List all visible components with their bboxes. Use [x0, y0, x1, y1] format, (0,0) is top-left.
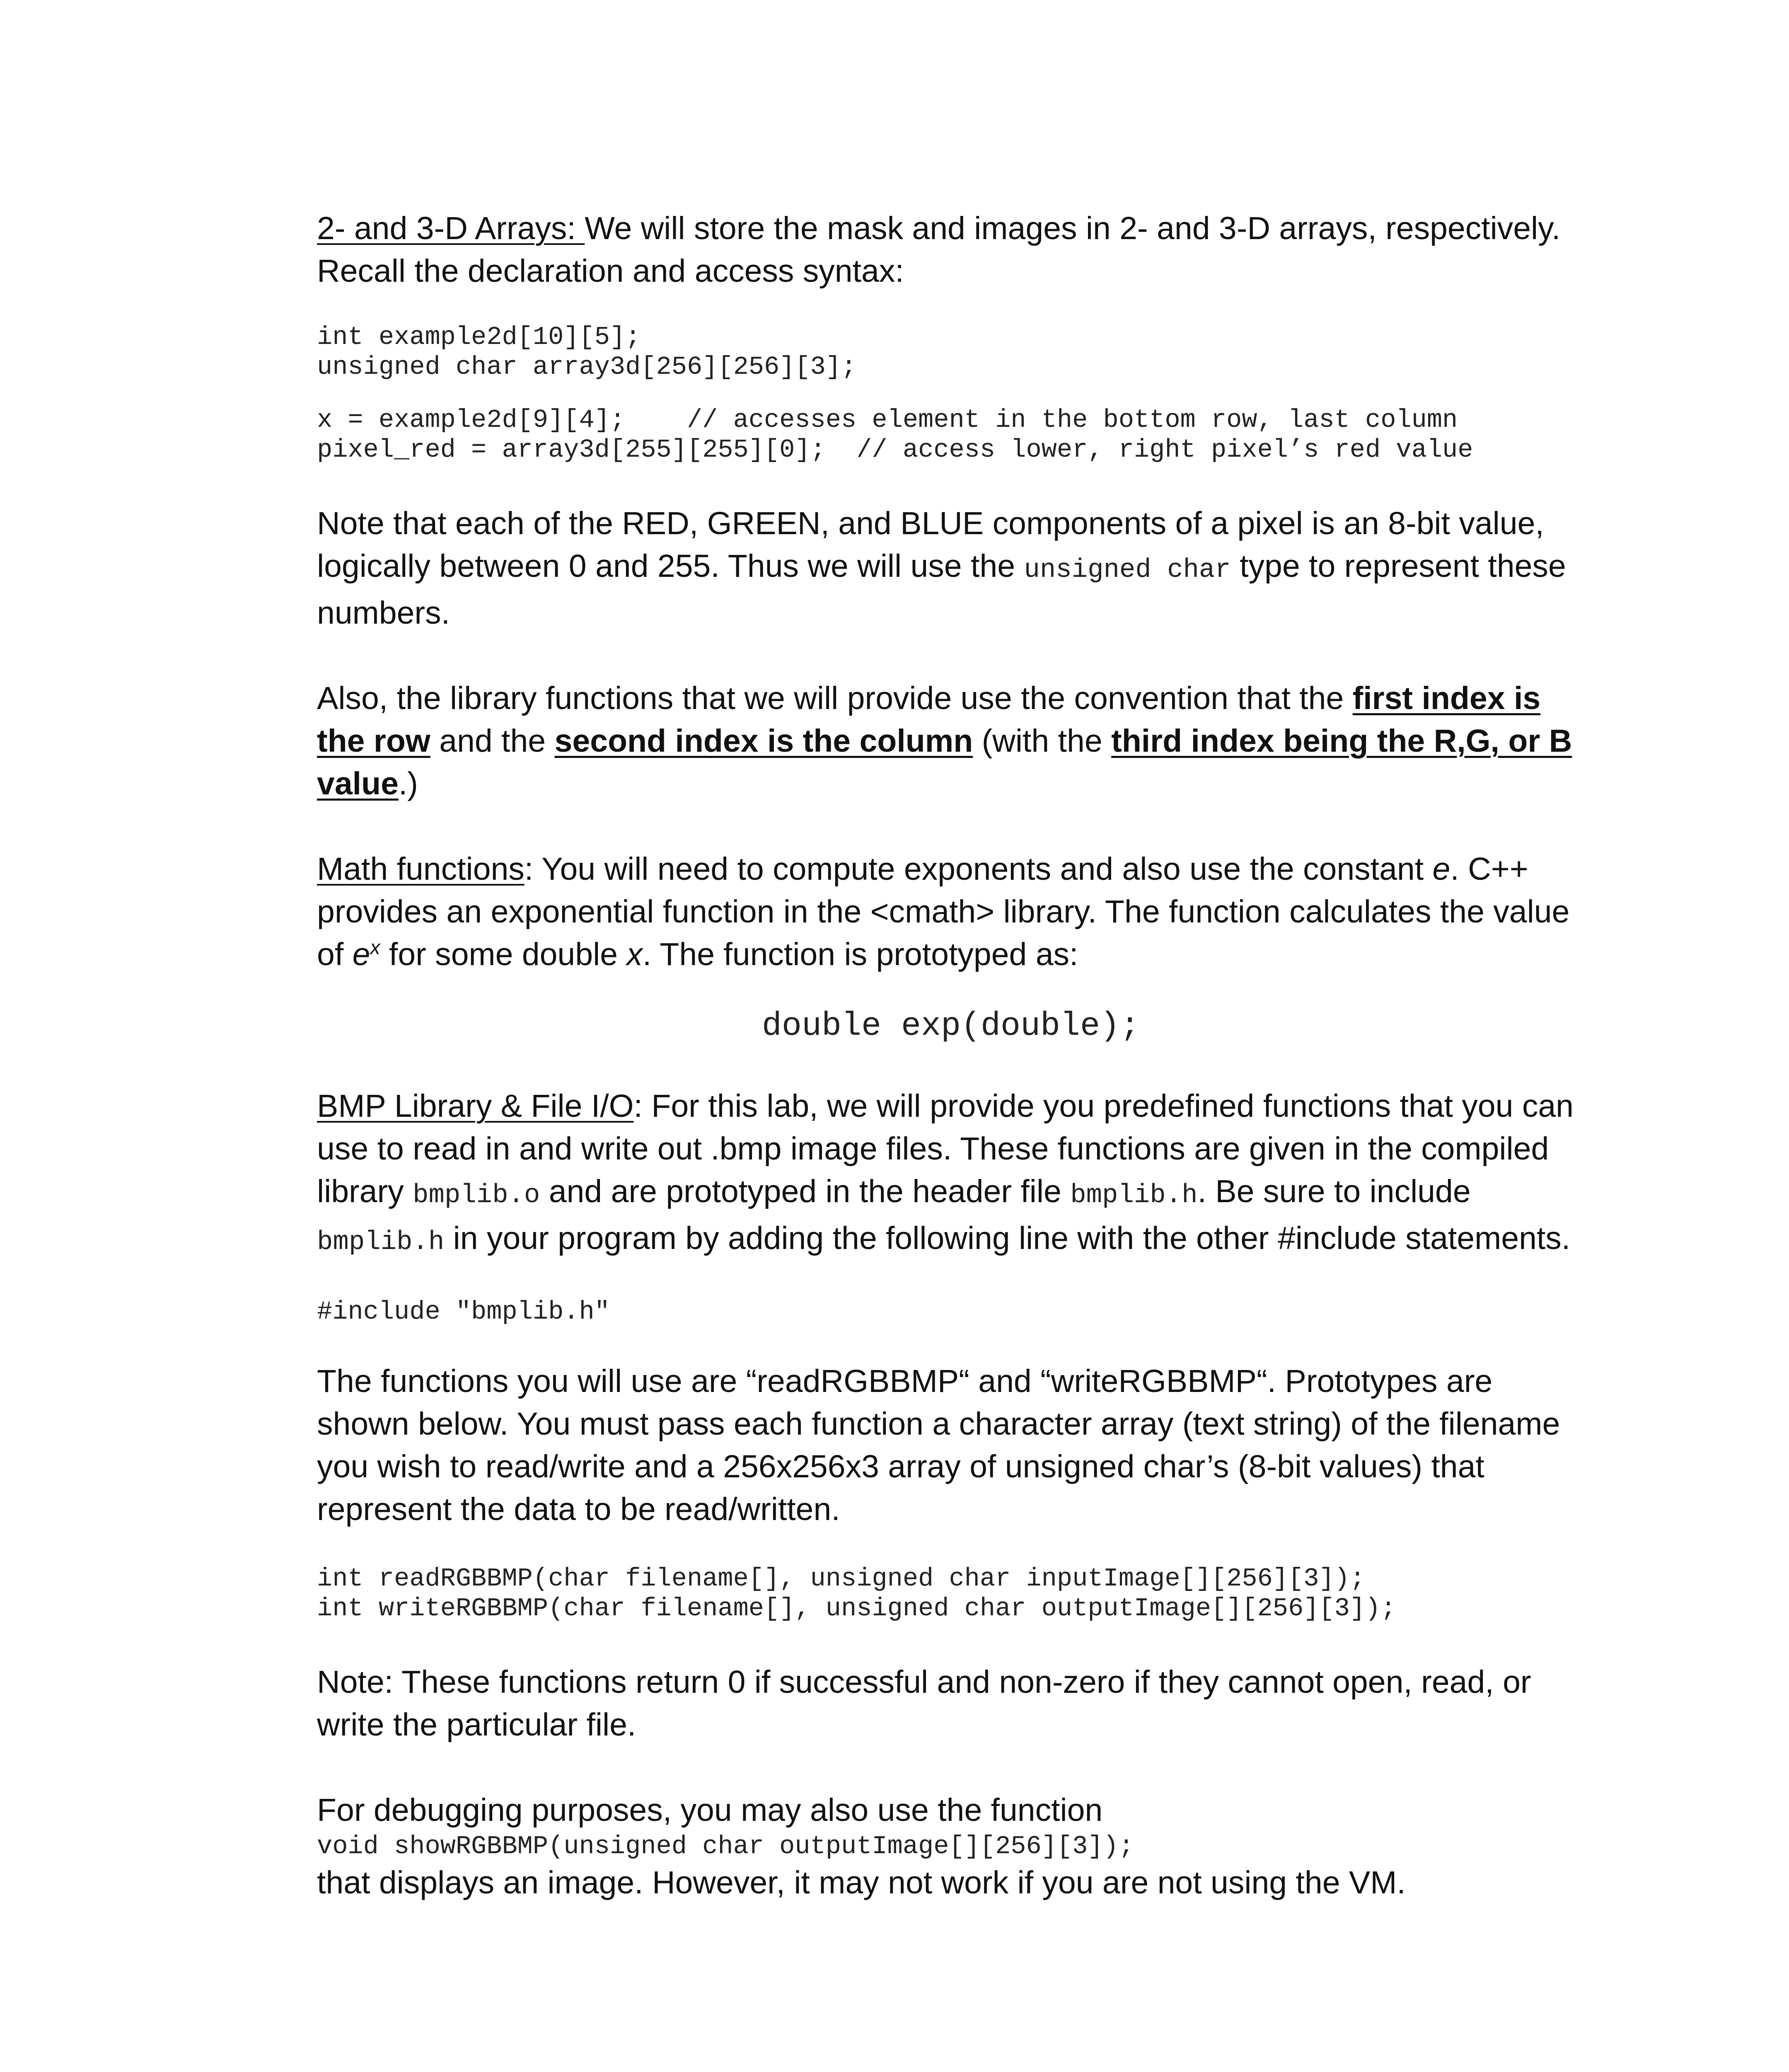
math-text: . The function is prototyped as: — [642, 937, 1078, 972]
include-line: #include "bmplib.h" — [317, 1297, 610, 1326]
bmp-text: . Be sure to include — [1197, 1174, 1471, 1209]
math-text: : You will need to compute exponents and also use the constant — [524, 851, 1433, 887]
math-functions — [317, 848, 1585, 976]
arrays-intro-text: We will store the mask and images in 2- and 3-D arrays, respectively. Recall the declaration and access syntax: — [317, 211, 1561, 289]
rgb-note — [317, 502, 1585, 634]
functions-description: The functions you will use are “readRGBBMP“ and “writeRGBBMP“. Prototypes are shown below. You must pass each function a character array (text string) of the filename you wish to read/write and a 256x256x3 array of unsigned char’s (8-bit values) that represent the data to be read/written. — [317, 1363, 1560, 1527]
inline-code-bmplib-h: bmplib.h — [1070, 1181, 1198, 1210]
code-line: int readRGBBMP(char filename[], unsigned char inputImage[][256][3]); — [317, 1564, 1366, 1593]
code-access — [317, 405, 1585, 465]
debug-text: For debugging purposes, you may also use the function — [317, 1792, 1103, 1828]
convention-text: Also, the library functions that we will provide use the convention that the — [317, 680, 1353, 716]
convention-text: and the — [430, 723, 555, 759]
return-note: Note: These functions return 0 if successful and non-zero if they cannot open, read, or write the particular file. — [317, 1664, 1531, 1743]
convention-third-index: third index being the R,G, or B value — [317, 723, 1572, 801]
bmp-text: and are prototyped in the header file — [540, 1174, 1071, 1209]
bmp-prototypes — [317, 1564, 1585, 1624]
code-line: unsigned char array3d[256][256][3]; — [317, 352, 857, 382]
code-line: int writeRGBBMP(char filename[], unsigned char outputImage[][256][3]); — [317, 1594, 1396, 1623]
code-declarations — [317, 322, 1585, 382]
arrays-intro — [317, 207, 1585, 293]
convention-first-index: first index is the row — [317, 680, 1541, 759]
rgb-note-text: Note that each of the RED, GREEN, and BLUE components of a pixel is an 8-bit value, logically between 0 and 255. Thus we will use the — [317, 506, 1544, 584]
convention-text: (with the — [973, 723, 1112, 759]
rgb-note-text-end: type to represent these numbers. — [317, 548, 1566, 631]
math-e-base: e — [352, 937, 370, 972]
debug-code: void showRGBBMP(unsigned char outputImage[][256][3]); — [317, 1832, 1134, 1861]
inline-code-bmplib-h: bmplib.h — [317, 1227, 445, 1257]
bmp-text: : For this lab, we will provide you predefined functions that you can use to read in and write out .bmp image files. These functions are given in the compiled library — [317, 1088, 1574, 1209]
math-text: . C++ provides an exponential function in the <cmath> library. The function calculates the value of — [317, 851, 1570, 972]
convention-second-index: second index is the column — [554, 723, 973, 759]
math-text: for some double — [380, 937, 627, 972]
code-line: int example2d[10][5]; — [317, 322, 641, 352]
debug-after: that displays an image. However, it may not work if you are not using the VM. — [317, 1865, 1406, 1900]
document-page — [317, 207, 1585, 1904]
convention-text: .) — [398, 766, 418, 801]
inline-code-bmplib-o: bmplib.o — [413, 1181, 540, 1210]
exp-prototype: double exp(double); — [762, 1007, 1140, 1045]
code-line: pixel_red = array3d[255][255][0]; // access lower, right pixel’s red value — [317, 435, 1473, 465]
bmp-text: in your program by adding the following line with the other #include statements. — [444, 1220, 1571, 1256]
inline-code-unsigned-char: unsigned char — [1024, 555, 1231, 585]
bmp-library — [317, 1085, 1585, 1264]
index-convention — [317, 677, 1585, 805]
code-line: x = example2d[9][4]; // accesses element in the bottom row, last column — [317, 405, 1458, 435]
math-x-var: x — [626, 937, 643, 972]
bmp-heading: BMP Library & File I/O — [317, 1088, 634, 1124]
math-heading: Math functions — [317, 851, 525, 887]
arrays-heading: 2- and 3-D Arrays: — [317, 211, 585, 246]
math-exponent: x — [370, 937, 380, 959]
math-e-constant: e — [1432, 851, 1451, 887]
